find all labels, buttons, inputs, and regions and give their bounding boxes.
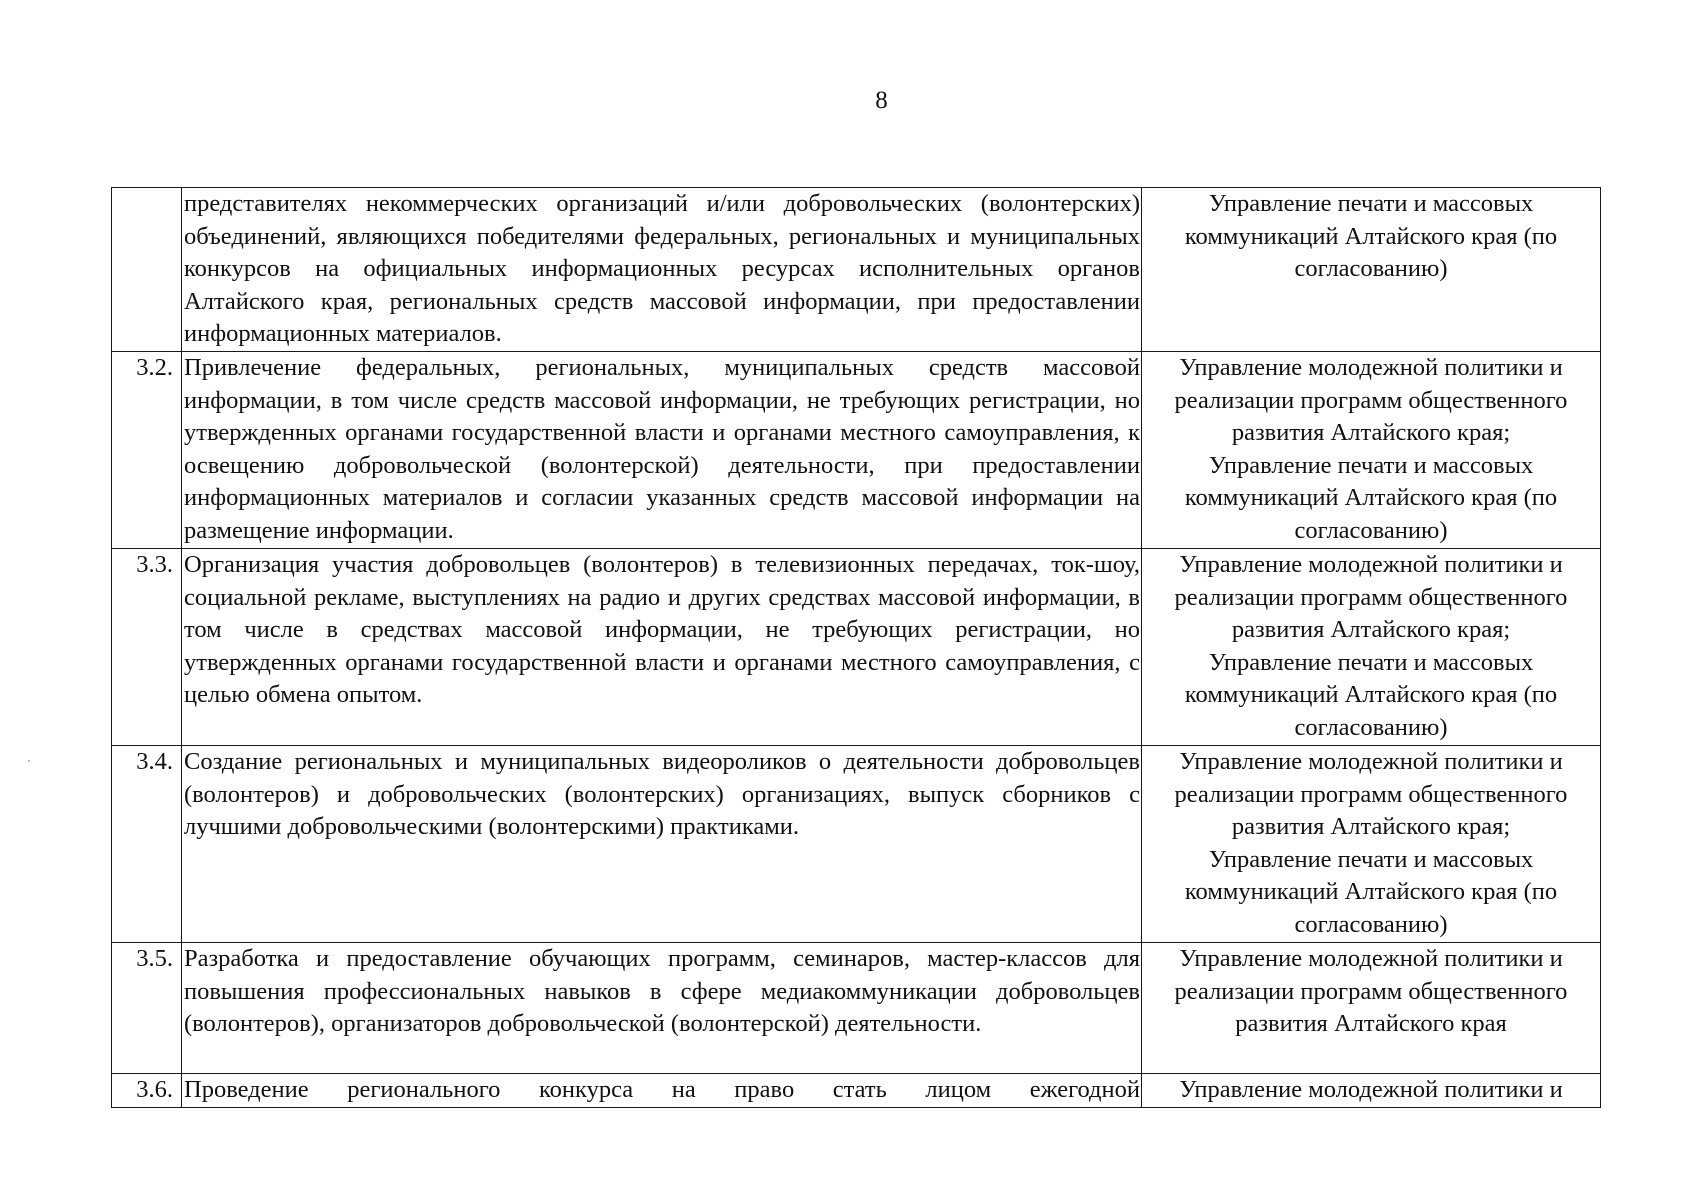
table-row bbox=[112, 352, 1601, 549]
responsible-executor bbox=[1142, 188, 1601, 352]
responsible-executor bbox=[1142, 549, 1601, 746]
responsible-line: развития Алтайского края; bbox=[1231, 419, 1511, 447]
measures-table bbox=[111, 187, 1601, 1108]
responsible-line: реализации программ общественного bbox=[1174, 583, 1568, 611]
responsible-executor bbox=[1142, 943, 1601, 1074]
responsible-line: Управление молодежной политики и bbox=[1179, 748, 1563, 775]
row-number: 3.2. bbox=[112, 352, 182, 549]
responsible-line: Управление печати и массовых bbox=[1208, 190, 1534, 217]
responsible-line: согласованию) bbox=[1294, 713, 1448, 741]
responsible-executor bbox=[1142, 352, 1601, 549]
measure-description: представителях некоммерческих организаций и/или добровольческих (волонтерских) объединений, являющихся победителями федеральных, региональных и муниципальных конкурсов на официальных информационных ресурсах исполнительных органов Алтайского края, региональных средств массовой информации, при предоставлении информационных материалов. bbox=[182, 188, 1142, 352]
responsible-line: реализации программ общественного bbox=[1174, 780, 1568, 808]
responsible-line: развития Алтайского края bbox=[1235, 1010, 1507, 1038]
scan-speck bbox=[28, 760, 30, 762]
row-number: 3.6. bbox=[112, 1074, 182, 1108]
responsible-line: коммуникаций Алтайского края (по bbox=[1184, 484, 1558, 512]
responsible-line: коммуникаций Алтайского края (по bbox=[1184, 878, 1558, 906]
table-row bbox=[112, 549, 1601, 746]
responsible-line: реализации программ общественного bbox=[1174, 977, 1568, 1005]
responsible-line: Управление молодежной политики и bbox=[1179, 551, 1563, 578]
responsible-line: коммуникаций Алтайского края (по bbox=[1184, 681, 1558, 709]
responsible-line: развития Алтайского края; bbox=[1231, 813, 1511, 841]
responsible-line: согласованию) bbox=[1294, 255, 1448, 283]
table-row bbox=[112, 188, 1601, 352]
responsible-executor bbox=[1142, 1074, 1601, 1108]
measure-description: Создание региональных и муниципальных видеороликов о деятельности добровольцев (волонтеров) и добровольческих (волонтерских) организациях, выпуск сборников с лучшими добровольческими (волонтерскими) практиками. bbox=[182, 746, 1142, 943]
measure-description: Разработка и предоставление обучающих программ, семинаров, мастер-классов для повышения профессиональных навыков в сфере медиакоммуникации добровольцев (волонтеров), организаторов добровольческой (волонтерской) деятельности. bbox=[182, 943, 1142, 1074]
row-number bbox=[112, 188, 182, 352]
responsible-line: развития Алтайского края; bbox=[1231, 616, 1511, 644]
responsible-line: Управление молодежной политики и bbox=[1179, 354, 1563, 381]
responsible-line: коммуникаций Алтайского края (по bbox=[1184, 222, 1558, 250]
measure-description: Привлечение федеральных, региональных, муниципальных средств массовой информации, в том числе средств массовой информации, не требующих регистрации, но утвержденных органами государственной власти и органами местного самоуправления, к освещению добровольческой (волонтерской) деятельности, при предоставлении информационных материалов и согласии указанных средств массовой информации на размещение информации. bbox=[182, 352, 1142, 549]
responsible-line: Управление молодежной политики и bbox=[1179, 1076, 1563, 1103]
row-number: 3.4. bbox=[112, 746, 182, 943]
table-row bbox=[112, 746, 1601, 943]
page-number: 8 bbox=[875, 87, 888, 114]
responsible-line: согласованию) bbox=[1294, 516, 1448, 544]
responsible-line: Управление молодежной политики и bbox=[1179, 945, 1563, 972]
table-row bbox=[112, 943, 1601, 1074]
responsible-executor bbox=[1142, 746, 1601, 943]
responsible-line: Управление печати и массовых bbox=[1208, 451, 1534, 479]
responsible-line: Управление печати и массовых bbox=[1208, 648, 1534, 676]
row-number: 3.3. bbox=[112, 549, 182, 746]
measure-description: Организация участия добровольцев (волонтеров) в телевизионных передачах, ток-шоу, социальной рекламе, выступлениях на радио и других средствах массовой информации, в том числе в средствах массовой информации, не требующих регистрации, но утвержденных органами государственной власти и органами местного самоуправления, с целью обмена опытом. bbox=[182, 549, 1142, 746]
row-number: 3.5. bbox=[112, 943, 182, 1074]
table-row bbox=[112, 1074, 1601, 1108]
responsible-line: реализации программ общественного bbox=[1174, 386, 1568, 414]
responsible-line: Управление печати и массовых bbox=[1208, 845, 1534, 873]
measure-description: Проведение регионального конкурса на право стать лицом ежегодной bbox=[182, 1074, 1142, 1108]
responsible-line: согласованию) bbox=[1294, 910, 1448, 938]
